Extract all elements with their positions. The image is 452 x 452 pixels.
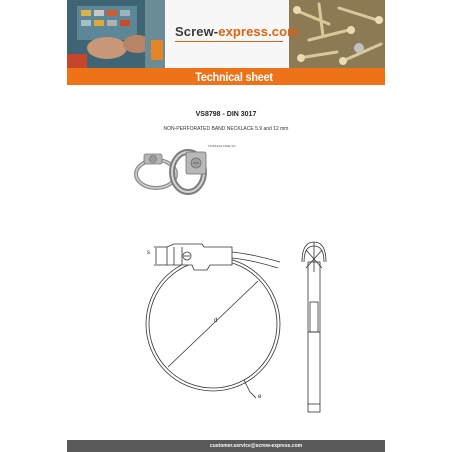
product-description: NON-PERFORATED BAND NECKLACE 5.9 and 12 mm [163, 126, 289, 132]
brand-part2: express.com [218, 24, 299, 39]
screws-photo [289, 0, 385, 68]
title-bar [67, 68, 385, 85]
technical-drawing [132, 232, 332, 417]
banner-title: Technical sheet [195, 69, 273, 84]
footer-email[interactable]: customer.service@screw-express.com [209, 443, 303, 449]
header-banner [67, 0, 385, 68]
label-d: d [214, 318, 218, 324]
footer-bar [67, 440, 385, 452]
brand-logo [175, 24, 299, 39]
material-note: STAINLESS STEEL W4 [208, 145, 236, 148]
brand-part1: Screw- [175, 24, 219, 39]
brand-underline [175, 41, 283, 42]
label-e: e [258, 394, 262, 400]
label-s: s [147, 250, 150, 256]
product-photo [122, 140, 212, 196]
tools-photo [67, 0, 165, 68]
technical-sheet-page [67, 0, 385, 452]
product-reference: VS8798 - DIN 3017 [195, 111, 257, 118]
